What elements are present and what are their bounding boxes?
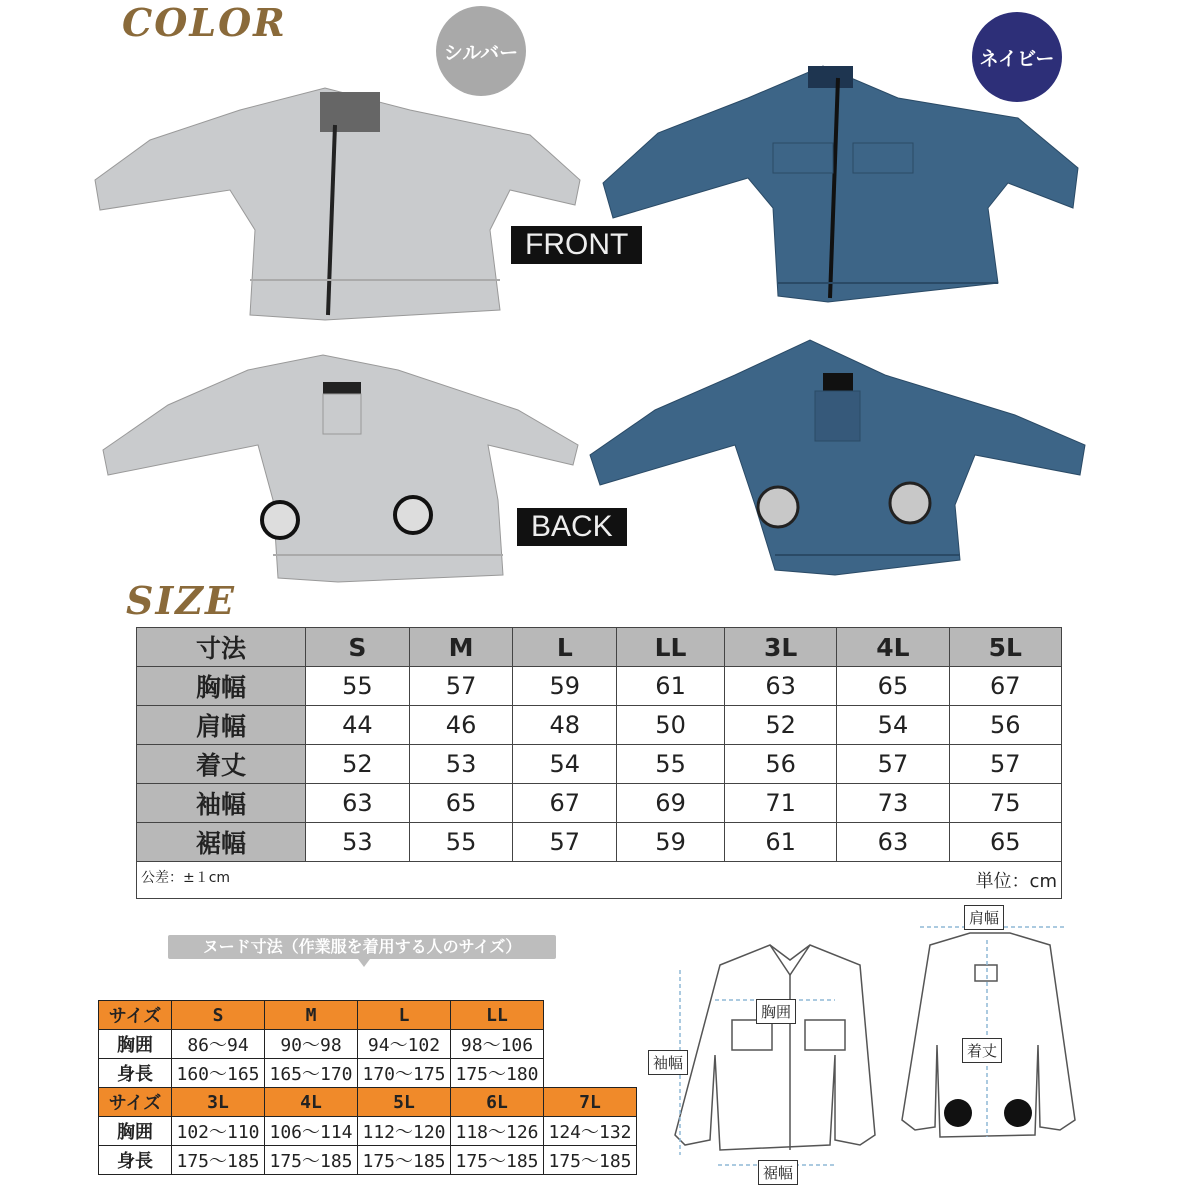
table-cell: 63: [306, 784, 410, 823]
header-cell: 3L: [724, 628, 836, 667]
table-cell: 57: [837, 745, 949, 784]
navy-swatch-label: ネイビー: [979, 47, 1055, 70]
table-cell: 57: [513, 823, 617, 862]
tolerance-note: 公差：±１cm: [141, 870, 231, 886]
nude-size-caption: ヌード寸法（作業服を着用する人のサイズ）: [168, 935, 556, 959]
table-row: [99, 1146, 637, 1175]
header-cell: LL: [617, 628, 725, 667]
front-tag: FRONT: [511, 226, 642, 264]
table-cell: 63: [837, 823, 949, 862]
table-cell: 170～175: [358, 1059, 451, 1088]
header-cell: M: [409, 628, 513, 667]
table-cell: 160～165: [172, 1059, 265, 1088]
table-cell: 52: [306, 745, 410, 784]
table-row: [99, 1117, 637, 1146]
header-cell: 寸法: [137, 628, 306, 667]
nude-table-header: [99, 1088, 637, 1117]
table-cell: 98～106: [451, 1030, 544, 1059]
table-cell: 175～185: [265, 1146, 358, 1175]
table-cell: 61: [617, 667, 725, 706]
header-cell: LL: [451, 1001, 544, 1030]
table-row: [137, 784, 1062, 823]
fan-icon: [944, 1099, 972, 1127]
row-label: 身長: [99, 1146, 172, 1175]
caption-pointer: [358, 959, 370, 967]
table-cell: 165～170: [265, 1059, 358, 1088]
silver-swatch-label: シルバー: [443, 41, 519, 64]
table-cell: 175～185: [544, 1146, 637, 1175]
row-label: 袖幅: [137, 784, 306, 823]
row-label: 身長: [99, 1059, 172, 1088]
header-cell: 5L: [358, 1088, 451, 1117]
table-cell: 59: [513, 667, 617, 706]
silver-jacket-back-image: [98, 350, 583, 585]
table-cell: 57: [949, 745, 1061, 784]
table-cell: 54: [837, 706, 949, 745]
header-cell: S: [172, 1001, 265, 1030]
header-cell: 3L: [172, 1088, 265, 1117]
header-cell: S: [306, 628, 410, 667]
row-label: 着丈: [137, 745, 306, 784]
table-cell: 48: [513, 706, 617, 745]
table-cell: 69: [617, 784, 725, 823]
chest-label: 胸囲: [756, 999, 796, 1024]
header-cell: 5L: [949, 628, 1061, 667]
table-cell: 54: [513, 745, 617, 784]
nude-size-table-1: [98, 1000, 544, 1088]
table-cell: 65: [949, 823, 1061, 862]
row-label: 肩幅: [137, 706, 306, 745]
table-row: [137, 745, 1062, 784]
header-cell: M: [265, 1001, 358, 1030]
table-cell: 175～180: [451, 1059, 544, 1088]
table-cell: 61: [724, 823, 836, 862]
table-cell: 90～98: [265, 1030, 358, 1059]
color-heading: COLOR: [122, 0, 287, 45]
table-cell: 65: [409, 784, 513, 823]
header-cell: L: [358, 1001, 451, 1030]
table-note: [137, 862, 1062, 899]
table-cell: 118～126: [451, 1117, 544, 1146]
table-cell: 55: [617, 745, 725, 784]
table-cell: 94～102: [358, 1030, 451, 1059]
length-label: 着丈: [962, 1038, 1002, 1063]
table-cell: 124～132: [544, 1117, 637, 1146]
table-cell: 56: [949, 706, 1061, 745]
table-cell: 63: [724, 667, 836, 706]
nude-table-header: [99, 1001, 544, 1030]
size-heading: SIZE: [126, 578, 236, 623]
header-cell: L: [513, 628, 617, 667]
header-cell: 6L: [451, 1088, 544, 1117]
table-cell: 52: [724, 706, 836, 745]
row-label: 胸囲: [99, 1030, 172, 1059]
table-cell: 75: [949, 784, 1061, 823]
header-cell: サイズ: [99, 1001, 172, 1030]
row-label: 胸囲: [99, 1117, 172, 1146]
fan-icon: [1004, 1099, 1032, 1127]
table-cell: 59: [617, 823, 725, 862]
size-table: [136, 627, 1062, 899]
navy-jacket-back-image: [585, 335, 1090, 580]
unit-note: 単位：cm: [975, 871, 1057, 892]
table-cell: 67: [949, 667, 1061, 706]
table-note-row: [137, 862, 1062, 899]
nude-size-table-2: [98, 1087, 637, 1175]
table-cell: 56: [724, 745, 836, 784]
table-row: [137, 706, 1062, 745]
table-row: [99, 1059, 544, 1088]
table-cell: 112～120: [358, 1117, 451, 1146]
table-cell: 67: [513, 784, 617, 823]
table-cell: 71: [724, 784, 836, 823]
table-row: [99, 1030, 544, 1059]
table-cell: 50: [617, 706, 725, 745]
header-cell: 4L: [837, 628, 949, 667]
table-cell: 55: [409, 823, 513, 862]
table-cell: 55: [306, 667, 410, 706]
table-cell: 175～185: [358, 1146, 451, 1175]
size-table-header: [137, 628, 1062, 667]
table-cell: 44: [306, 706, 410, 745]
sleeve-label: 袖幅: [648, 1050, 688, 1075]
table-cell: 53: [409, 745, 513, 784]
table-row: [137, 667, 1062, 706]
row-label: 裾幅: [137, 823, 306, 862]
row-label: 胸幅: [137, 667, 306, 706]
table-cell: 102～110: [172, 1117, 265, 1146]
table-cell: 73: [837, 784, 949, 823]
table-cell: 57: [409, 667, 513, 706]
table-cell: 46: [409, 706, 513, 745]
shoulder-label: 肩幅: [964, 905, 1004, 930]
table-row: [137, 823, 1062, 862]
silver-jacket-front-image: [90, 80, 590, 325]
navy-jacket-front-image: [598, 58, 1088, 306]
measurement-diagram: [640, 905, 1090, 1180]
table-cell: 175～185: [172, 1146, 265, 1175]
header-cell: 7L: [544, 1088, 637, 1117]
table-cell: 65: [837, 667, 949, 706]
back-tag: BACK: [517, 508, 627, 546]
table-cell: 86～94: [172, 1030, 265, 1059]
table-cell: 106～114: [265, 1117, 358, 1146]
header-cell: サイズ: [99, 1088, 172, 1117]
table-cell: 53: [306, 823, 410, 862]
table-cell: 175～185: [451, 1146, 544, 1175]
header-cell: 4L: [265, 1088, 358, 1117]
hem-label: 裾幅: [758, 1160, 798, 1185]
